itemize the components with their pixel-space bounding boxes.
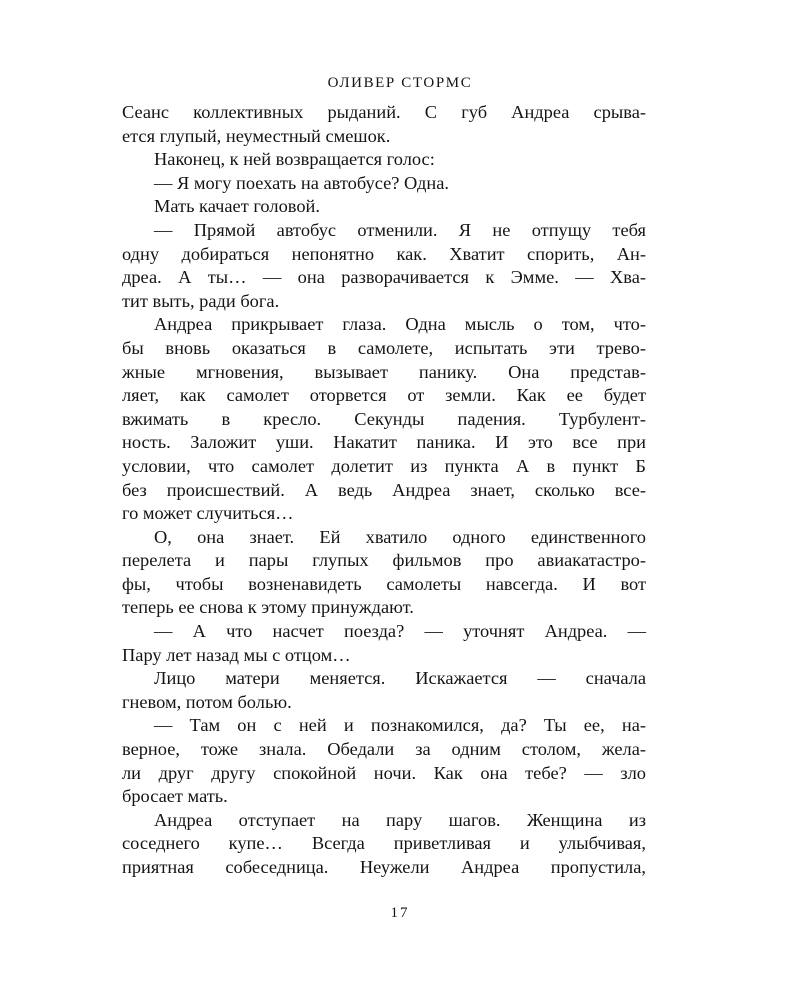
text-line: жные мгновения, вызывает панику. Она представ- [122, 361, 646, 382]
text-line: — Я могу поехать на автобусе? Одна. [154, 172, 450, 193]
text-line: — А что насчет поезда? — уточнят Андреа. — [154, 621, 646, 642]
page-number: 17 [390, 905, 410, 921]
text-line: Сеанс коллективных рыданий. С губ Андреа срыва- [122, 102, 646, 122]
text-line: — Там он с ней и познакомился, да? Ты ее, на- [154, 715, 646, 736]
text-line: ность. Заложит уши. Накатит паника. И это все при [122, 432, 646, 453]
text-line: условии, что самолет долетит из пункта А в пункт Б [122, 455, 646, 476]
text-line: Наконец, к ней возвращается голос: [154, 149, 435, 170]
text-line: вжимать в кресло. Секунды падения. Турбулент- [122, 408, 646, 429]
text-line: — Прямой автобус отменили. Я не отпущу тебя [154, 219, 646, 240]
text-line: гневом, потом болью. [122, 691, 292, 712]
text-line: соседнего купе… Всегда приветливая и улыбчивая, [122, 833, 646, 854]
text-line: перелета и пары глупых фильмов про авиакатастро- [122, 550, 646, 571]
running-head: ОЛИВЕР СТОРМС [327, 75, 473, 91]
text-line: Андреа прикрывает глаза. Одна мысль о том, что- [154, 314, 646, 335]
body-text [122, 101, 646, 880]
text-line: О, она знает. Ей хватило одного единственного [154, 526, 646, 547]
text-line: бы вновь оказаться в самолете, испытать эти трево- [122, 337, 646, 358]
text-line: бросает мать. [122, 786, 228, 807]
text-line: фы, чтобы возненавидеть самолеты навсегда. И вот [122, 573, 646, 594]
text-line: одну добираться непонятно как. Хватит спорить, Ан- [122, 243, 646, 264]
text-line: Лицо матери меняется. Искажается — сначала [154, 668, 646, 689]
text-line: теперь ее снова к этому принуждают. [122, 597, 414, 618]
text-line: дреа. А ты… — она разворачивается к Эмме. — Хва- [122, 267, 646, 288]
text-line: Андреа отступает на пару шагов. Женщина из [154, 809, 646, 830]
text-line: ется глупый, неуместный смешок. [122, 125, 391, 146]
text-line: ляет, как самолет оторвется от земли. Как ее будет [122, 385, 646, 406]
text-line: верное, тоже знала. Обедали за одним столом, жела- [122, 739, 646, 760]
text-line: Пару лет назад мы с отцом… [122, 644, 351, 665]
text-line: го может случиться… [122, 503, 294, 524]
text-line: ли друг другу спокойной ночи. Как она тебе? — зло [122, 762, 646, 783]
text-line: без происшествий. А ведь Андреа знает, сколько все- [122, 479, 646, 500]
text-line: Мать качает головой. [154, 196, 320, 217]
text-line: тит выть, ради бога. [122, 290, 280, 311]
text-line: приятная собеседница. Неужели Андреа пропустила, [122, 857, 646, 877]
